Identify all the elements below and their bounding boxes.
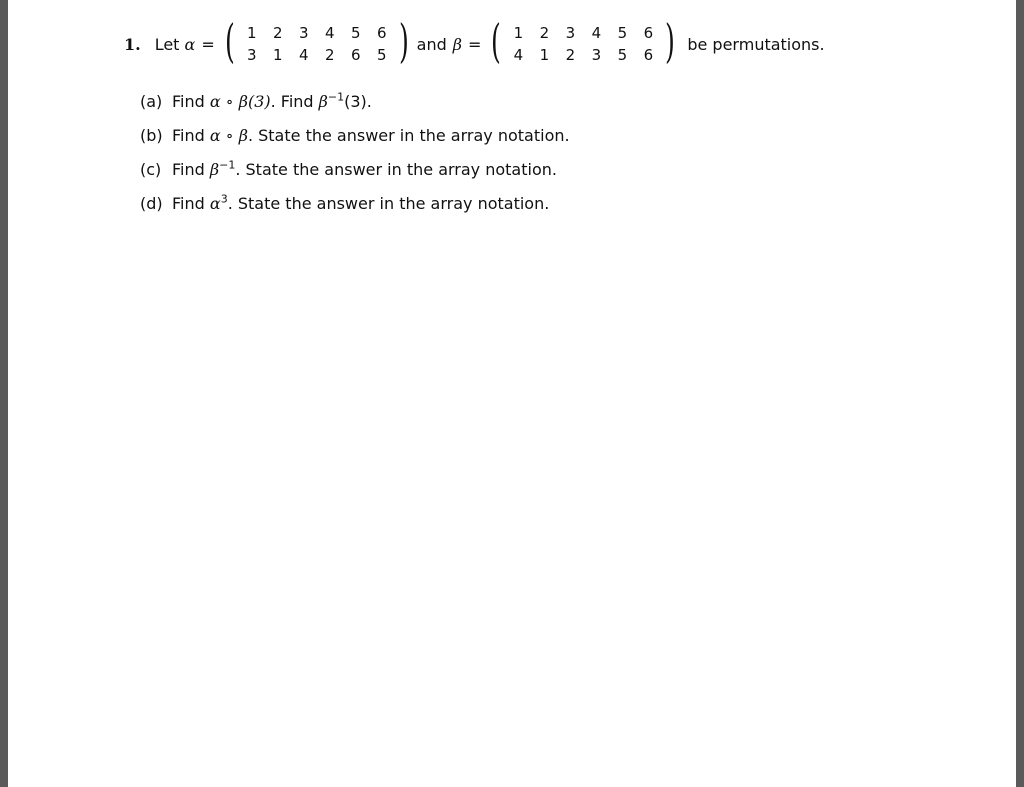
matrix-cell: 4 <box>298 46 309 64</box>
part-label: (c) <box>140 160 162 179</box>
matrix-cell: 6 <box>376 24 387 42</box>
part-label: (d) <box>140 194 163 213</box>
alpha-matrix <box>239 22 395 66</box>
math-expr: α ∘ β <box>209 126 248 145</box>
matrix-cell: 4 <box>324 24 335 42</box>
subquestions <box>140 88 570 224</box>
part-text: . State the answer in the array notation. <box>227 194 550 213</box>
document-page <box>8 0 1016 787</box>
beta-matrix <box>505 22 661 66</box>
part-text: Find <box>172 194 210 213</box>
part-text: Find <box>172 92 210 111</box>
left-paren: ( <box>224 14 235 68</box>
subquestion-a <box>140 88 570 122</box>
let-text: Let <box>154 34 180 54</box>
math-expr: α ∘ β(3) <box>209 92 271 111</box>
math-expr: β <box>209 160 220 179</box>
matrix-cell: 3 <box>591 46 602 64</box>
matrix-cell: 5 <box>617 46 628 64</box>
problem-statement <box>124 14 825 68</box>
superscript: −1 <box>219 158 236 172</box>
matrix-cell: 2 <box>539 24 550 42</box>
right-paren: ) <box>665 14 676 68</box>
left-paren: ( <box>491 14 502 68</box>
part-text: . State the answer in the array notation. <box>235 160 557 179</box>
part-text: . State the answer in the array notation. <box>247 126 570 145</box>
equals-sign: = <box>201 34 215 54</box>
superscript: 3 <box>220 192 228 206</box>
matrix-cell: 3 <box>298 24 309 42</box>
matrix-cell: 2 <box>324 46 335 64</box>
math-expr: α <box>209 194 221 213</box>
right-paren: ) <box>398 14 409 68</box>
matrix-cell: 6 <box>643 46 654 64</box>
matrix-cell: 1 <box>513 24 524 42</box>
subquestion-b <box>140 122 570 156</box>
and-text: and <box>416 34 447 54</box>
matrix-cell: 6 <box>643 24 654 42</box>
matrix-cell: 1 <box>272 46 283 64</box>
part-text: Find <box>172 160 210 179</box>
problem-number: 1. <box>124 34 141 54</box>
alpha-symbol: α <box>184 34 196 54</box>
subquestion-c <box>140 156 570 190</box>
math-expr: β <box>318 92 328 111</box>
matrix-cell: 4 <box>513 46 524 64</box>
tail-text: be permutations. <box>687 34 825 54</box>
matrix-cell: 3 <box>246 46 257 64</box>
matrix-cell: 6 <box>350 46 361 64</box>
matrix-cell: 4 <box>591 24 602 42</box>
beta-symbol: β <box>452 34 463 54</box>
subquestion-d <box>140 190 570 224</box>
part-label: (a) <box>140 92 163 111</box>
matrix-cell: 2 <box>272 24 283 42</box>
matrix-cell: 3 <box>565 24 576 42</box>
matrix-cell: 5 <box>617 24 628 42</box>
part-label: (b) <box>140 126 163 145</box>
part-text: Find <box>172 126 210 145</box>
matrix-cell: 1 <box>246 24 257 42</box>
matrix-cell: 5 <box>350 24 361 42</box>
part-text: . Find <box>270 92 319 111</box>
part-text: (3). <box>344 92 372 111</box>
matrix-cell: 5 <box>376 46 387 64</box>
matrix-cell: 2 <box>565 46 576 64</box>
equals-sign: = <box>468 34 482 54</box>
superscript: −1 <box>327 90 345 104</box>
matrix-cell: 1 <box>539 46 550 64</box>
